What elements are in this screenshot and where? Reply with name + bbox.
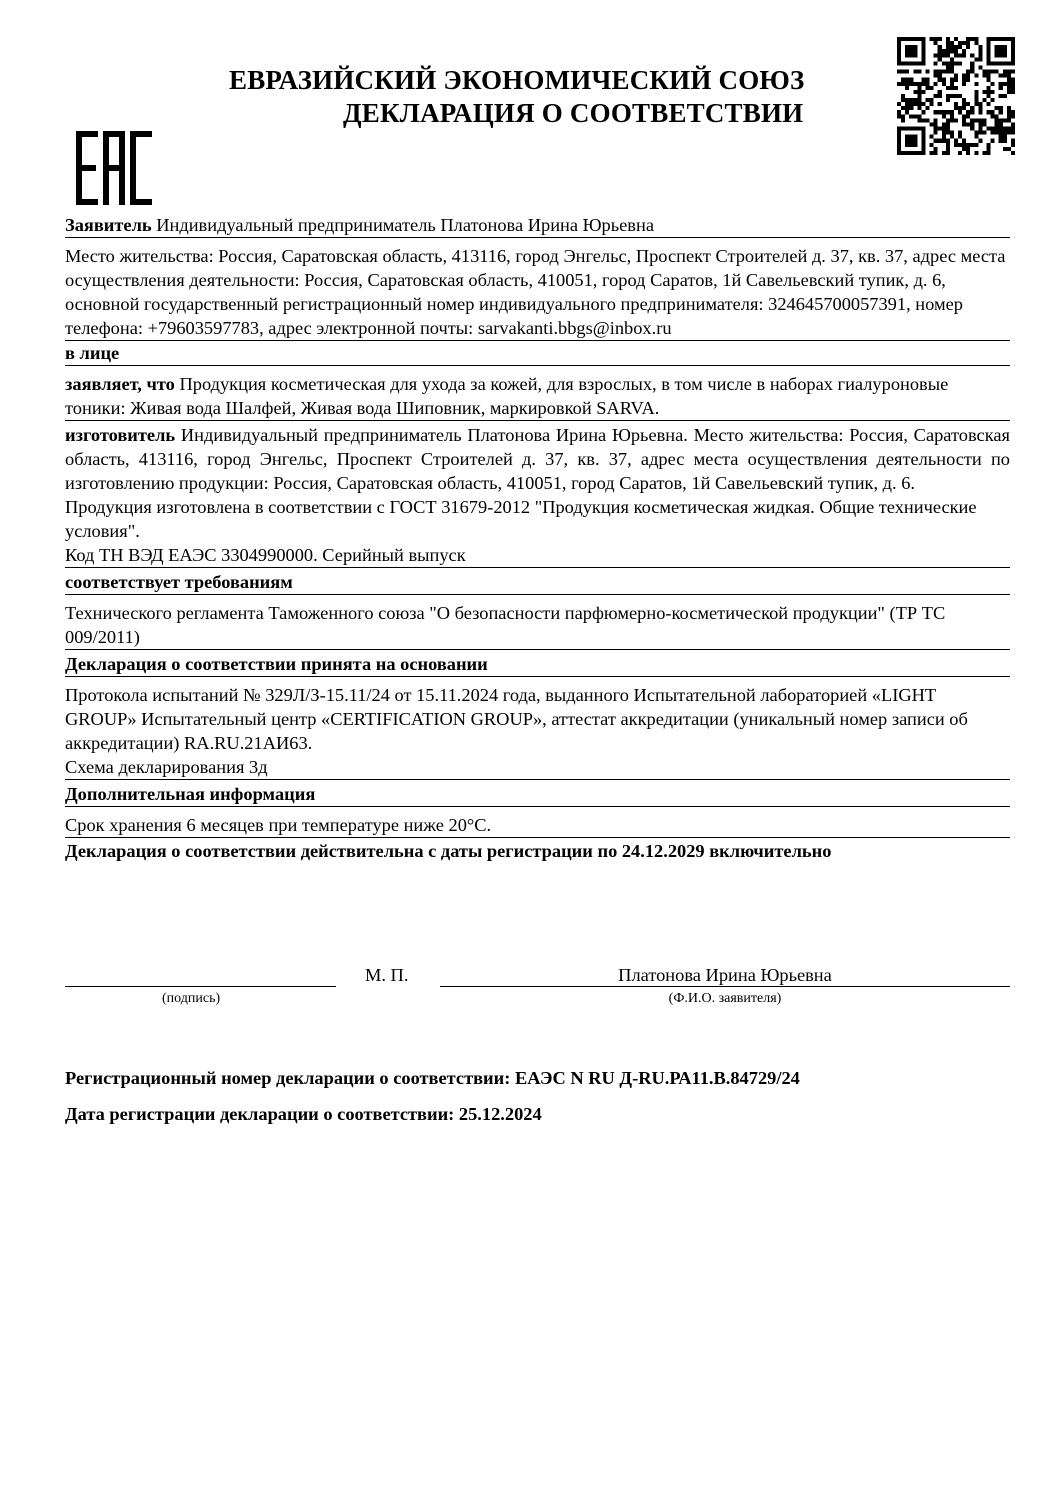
applicant-name: Платонова Ирина Юрьевна <box>618 965 832 985</box>
name-line <box>440 986 1010 987</box>
basis-label: Декларация о соответствии принята на основании <box>65 650 1010 677</box>
applicant-row <box>65 213 1010 238</box>
additional-label: Дополнительная информация <box>65 780 1010 807</box>
representative-label: в лице <box>65 341 1010 366</box>
product-code: Код ТН ВЭД ЕАЭС 3304990000. Серийный выпуск <box>65 545 466 565</box>
registration-date: Дата регистрации декларации о соответствии: 25.12.2024 <box>65 1104 542 1124</box>
basis-value: Протокола испытаний № 329Л/З-15.11/24 от 15.11.2024 года, выданного Испытательной лабораторией «LIGHT GROUP» Испытательный центр «CERTIFICATION GROUP», аттестат аккредитации (уникальный номер записи об аккредитации) RA.RU.21АИ63. <box>65 685 968 753</box>
eac-mark-icon <box>76 131 152 205</box>
manufacturer-standard: Продукция изготовлена в соответствии с ГОСТ 31679-2012 "Продукция косметическая жидкая. Общие технические условия". <box>65 497 977 541</box>
applicant-label: Заявитель <box>65 215 152 235</box>
requirements-label: соответствует требованиям <box>65 568 1010 595</box>
manufacturer-label: изготовитель <box>65 425 176 445</box>
declaration-scheme: Схема декларирования 3д <box>65 757 268 777</box>
applicant-address: Место жительства: Россия, Саратовская область, 413116, город Энгельс, Проспект Строителей д. 37, кв. 37, адрес места осуществления деятельности: Россия, Саратовская область, 410051, город Саратов, 1й Савельевский тупик, д. 6, основной государственный регистрационный номер индивидуального предпринимателя: 324645700057391, номер телефона: +79603597783, адрес электронной почты: sarvakanti.bbgs@inbox.ru <box>65 238 1010 341</box>
basis-row <box>65 677 1010 780</box>
signature-caption: (подпись) <box>162 991 221 1006</box>
stamp-label: М. П. <box>365 965 409 985</box>
manufacturer-value: Индивидуальный предприниматель Платонова Ирина Юрьевна. Место жительства: Россия, Саратовская область, 413116, город Энгельс, Проспект Строителей д. 37, кв. 37, адрес места осуществления деятельности по изготовлению продукции: Россия, Саратовская область, 410051, город Саратов, 1й Савельевский тупик, д. 6. <box>65 425 1010 493</box>
additional-value: Срок хранения 6 месяцев при температуре ниже 20°С. <box>65 807 1010 838</box>
declaration-title: ДЕКЛАРАЦИЯ О СООТВЕТСТВИИ <box>343 98 804 128</box>
manufacturer-row <box>65 421 1010 568</box>
declares-label: заявляет, что <box>65 374 175 394</box>
registration-number: Регистрационный номер декларации о соответствии: ЕАЭС N RU Д-RU.РА11.В.84729/24 <box>65 1068 800 1088</box>
declares-row <box>65 366 1010 421</box>
qr-code-icon <box>897 37 1015 155</box>
applicant-value: Индивидуальный предприниматель Платонова Ирина Юрьевна <box>156 215 654 235</box>
signature-line <box>65 986 336 987</box>
name-caption: (Ф.И.О. заявителя) <box>668 991 782 1006</box>
union-title: ЕВРАЗИЙСКИЙ ЭКОНОМИЧЕСКИЙ СОЮЗ <box>229 65 805 95</box>
validity-statement: Декларация о соответствии действительна с даты регистрации по 24.12.2029 включительно <box>65 841 832 861</box>
requirements-value: Технического регламента Таможенного союза "О безопасности парфюмерно-косметической продукции" (ТР ТС 009/2011) <box>65 595 1010 650</box>
product-description: Продукция косметическая для ухода за кожей, для взрослых, в том числе в наборах гиалуроновые тоники: Живая вода Шалфей, Живая вода Шиповник, маркировкой SARVA. <box>65 374 949 418</box>
declaration-body <box>65 213 1010 863</box>
